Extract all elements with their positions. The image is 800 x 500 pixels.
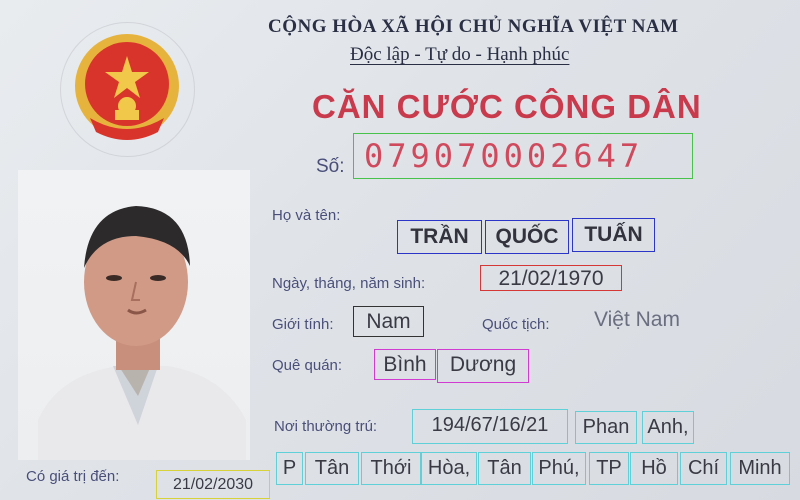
residence-part: Tân [305,452,359,485]
sex-label: Giới tính: [272,316,334,333]
nationality-value: Việt Nam [594,308,680,331]
card-title: CĂN CƯỚC CÔNG DÂN [312,88,702,125]
dob-label: Ngày, tháng, năm sinh: [272,275,426,292]
id-number-value: 079070002647 [353,133,693,179]
residence-part: Phú, [532,452,586,485]
residence-part: TP [589,452,629,485]
hometown-label: Quê quán: [272,357,343,374]
portrait-photo [18,170,250,460]
residence-part: Minh [730,452,790,485]
name-part: TUẤN [572,218,655,252]
name-part: QUỐC [485,220,569,254]
residence-part: Thới [361,452,421,485]
name-label: Họ và tên: [272,207,341,224]
residence-label: Nơi thường trú: [274,418,378,435]
hometown-part: Bình [374,349,436,380]
national-emblem-icon [60,22,195,157]
nationality-label: Quốc tịch: [482,316,550,333]
id-number-label: Số: [316,156,345,177]
residence-part: Chí [680,452,727,485]
residence-part: Tân [478,452,531,485]
residence-part: P [276,452,303,485]
residence-part: 194/67/16/21 [412,409,568,444]
sex-value: Nam [353,306,424,337]
residence-part: Phan [575,411,637,444]
name-part: TRẦN [397,220,482,254]
residence-part: Hồ [630,452,678,485]
dob-value: 21/02/1970 [480,265,622,291]
expiry-label: Có giá trị đến: [26,468,120,485]
residence-part: Anh, [642,411,694,444]
motto: Độc lập - Tự do - Hạnh phúc [350,44,570,65]
hometown-part: Dương [437,349,529,383]
residence-part: Hòa, [421,452,477,485]
republic-heading: CỘNG HÒA XÃ HỘI CHỦ NGHĨA VIỆT NAM [268,16,679,37]
expiry-value: 21/02/2030 [156,470,270,499]
